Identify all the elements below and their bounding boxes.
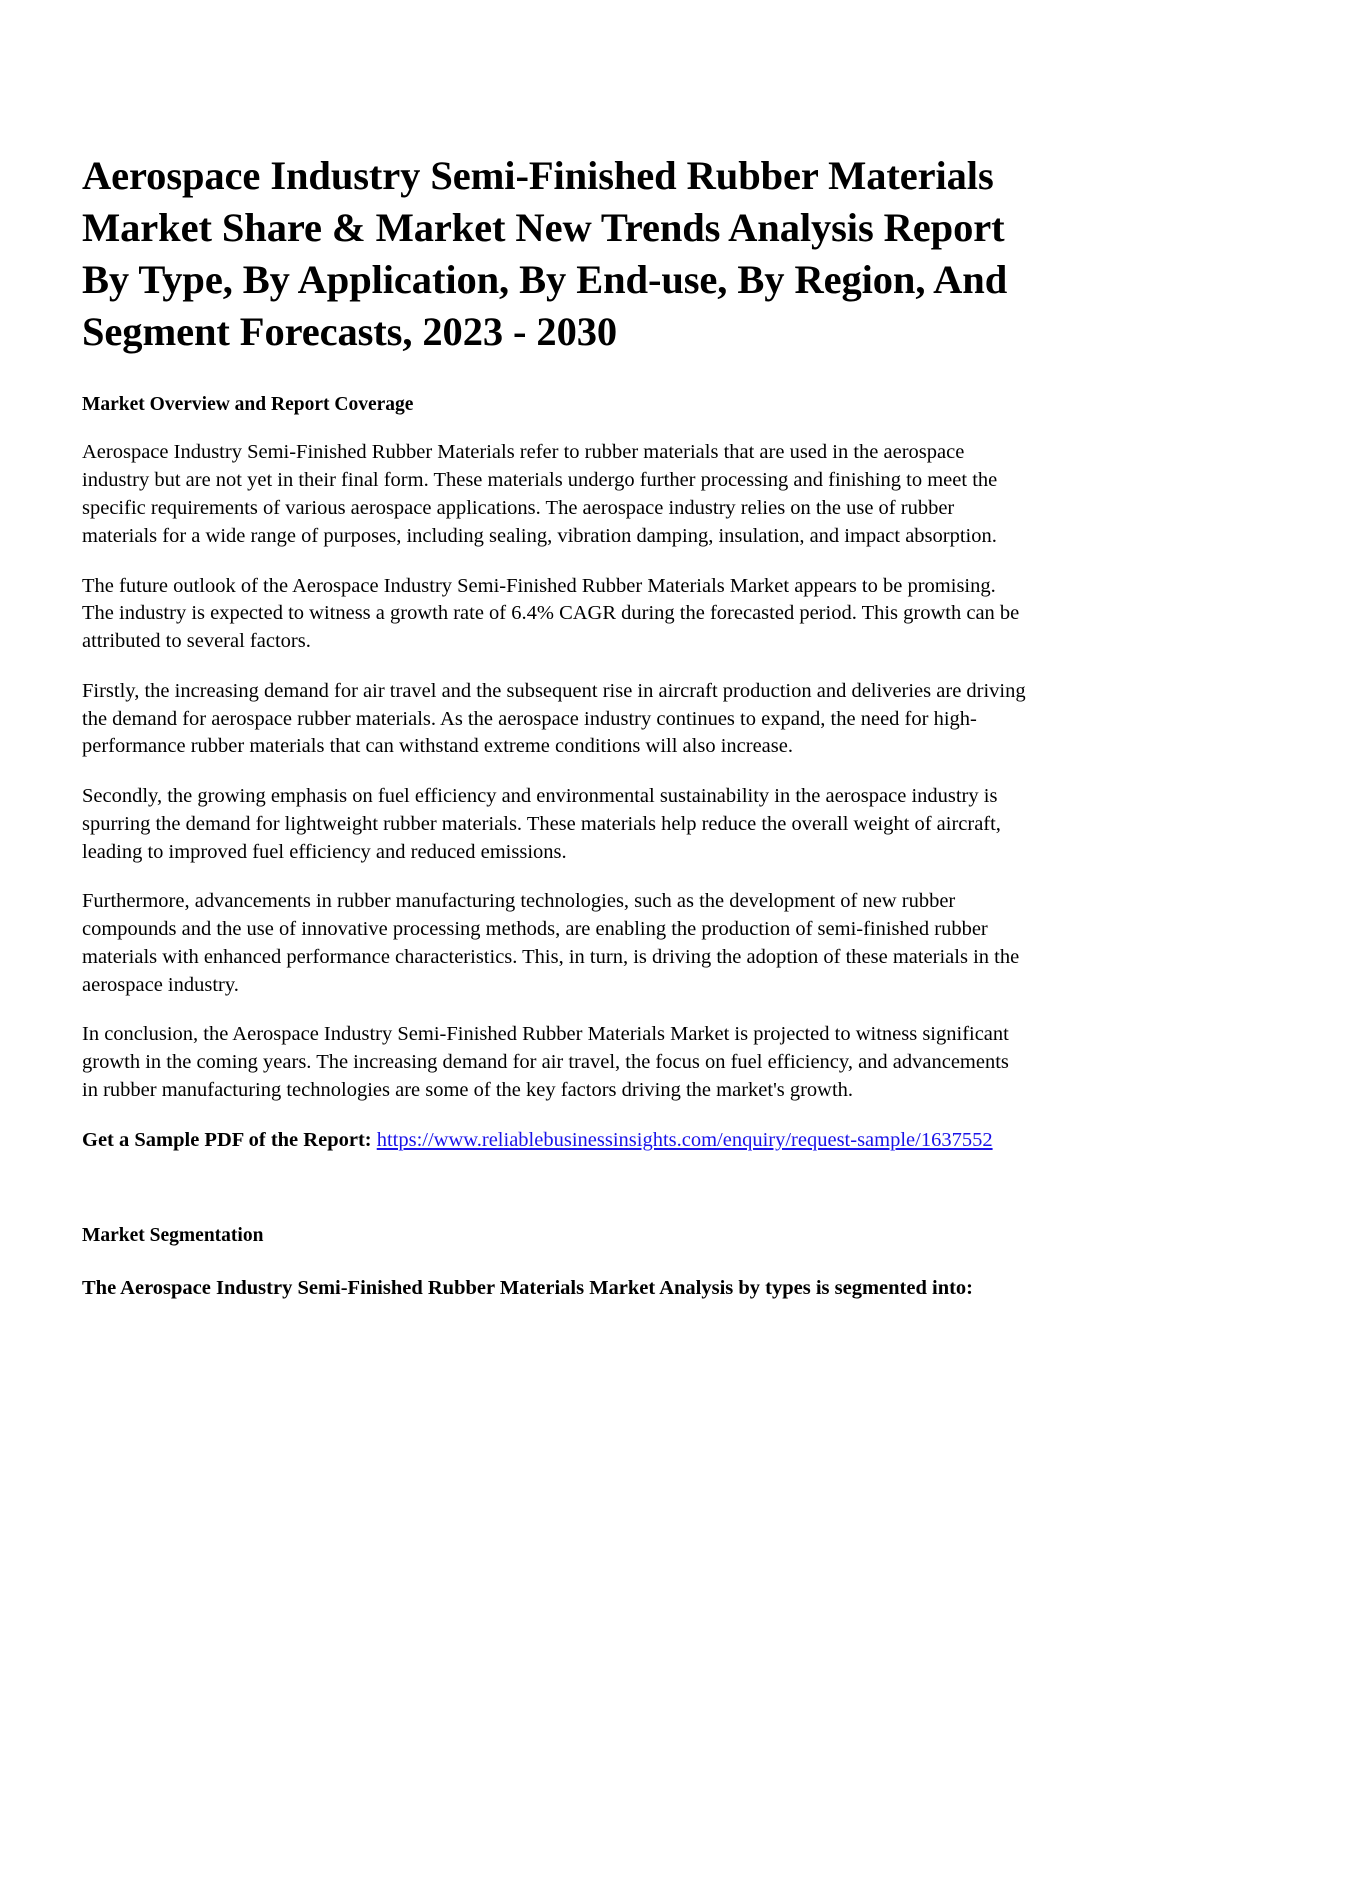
paragraph-conclusion: In conclusion, the Aerospace Industry Semi-Finished Rubber Materials Market is projected to witness significant growth in the coming years. The increasing demand for air travel, the focus on fuel efficiency, and advancements in rubber manufacturing technologies are some of the key factors driving the market's growth. — [82, 1023, 1009, 1101]
paragraph-driver-fuel-efficiency: Secondly, the growing emphasis on fuel efficiency and environmental sustainability in the aerospace industry is spurring the demand for lightweight rubber materials. These materials help reduce the overall weight of aircraft, leading to improved fuel efficiency and reduced emissions. — [82, 785, 1001, 863]
sample-pdf-cta — [82, 1127, 1028, 1155]
paragraph-future-outlook: The future outlook of the Aerospace Industry Semi-Finished Rubber Materials Market appears to be promising. The industry is expected to witness a growth rate of 6.4% CAGR during the forecasted period. This growth can be attributed to several factors. — [82, 574, 1020, 653]
section-spacer — [82, 1155, 1028, 1223]
section-heading-market-overview: Market Overview and Report Coverage — [82, 394, 414, 416]
page-title: Aerospace Industry Semi-Finished Rubber Materials Market Share & Market New Trends Analysis Report By Type, By Application, By End-use, By Region, And Segment Forecasts, 2023 - 2030 — [82, 153, 1008, 355]
request-sample-link[interactable]: https://www.reliablebusinessinsights.com/enquiry/request-sample/1637552 — [376, 1128, 993, 1151]
sample-pdf-label: Get a Sample PDF of the Report: — [82, 1128, 372, 1151]
section-heading-market-segmentation: Market Segmentation — [82, 1224, 264, 1246]
paragraph-driver-manufacturing-tech: Furthermore, advancements in rubber manufacturing technologies, such as the development of new rubber compounds and the use of innovative processing methods, are enabling the production of semi-finished rubber materials with enhanced performance characteristics. This, in turn, is driving the adoption of these materials in the aerospace industry. — [82, 890, 1020, 996]
segmentation-intro-text: The Aerospace Industry Semi-Finished Rubber Materials Market Analysis by types is segmented into: — [82, 1276, 974, 1299]
paragraph-definition: Aerospace Industry Semi-Finished Rubber Materials refer to rubber materials that are used in the aerospace industry but are not yet in their final form. These materials undergo further processing and finishing to meet the specific requirements of various aerospace applications. The aerospace industry relies on the use of rubber materials for a wide range of purposes, including sealing, vibration damping, insulation, and impact absorption. — [82, 441, 998, 547]
paragraph-driver-air-travel: Firstly, the increasing demand for air travel and the subsequent rise in aircraft production and deliveries are driving the demand for aerospace rubber materials. As the aerospace industry continues to expand, the need for high-performance rubber materials that can withstand extreme conditions will also increase. — [82, 679, 1026, 758]
